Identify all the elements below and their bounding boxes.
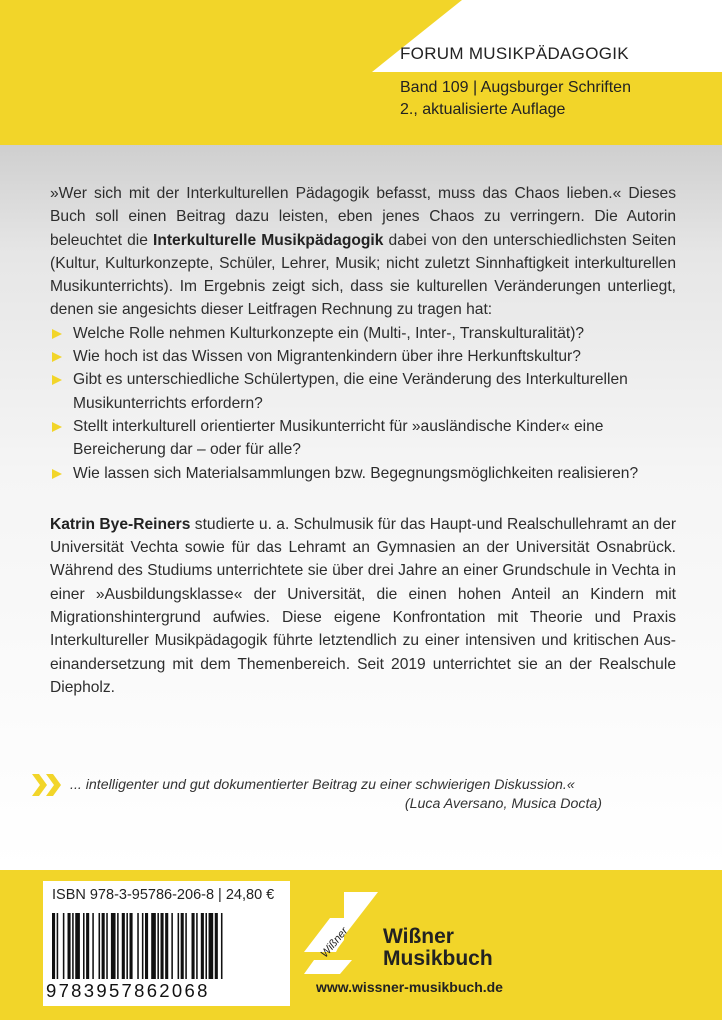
question-text: Gibt es unterschiedliche Schülertypen, die eine Veränderung des Interkulturellen Musikunterrichts erfordern? — [73, 371, 628, 412]
list-item — [50, 368, 676, 415]
author-name: Katrin Bye-Reiners — [50, 515, 191, 533]
quote-text: ... intelligenter und gut dokumentierter Beitrag zu einer schwierigen Diskussion.« — [70, 777, 575, 793]
triangle-bullet-icon — [52, 469, 62, 479]
triangle-bullet-icon — [52, 422, 62, 432]
question-list — [50, 322, 676, 485]
publisher-name — [383, 926, 493, 970]
double-chevron-icon — [32, 774, 64, 796]
list-item — [50, 462, 676, 485]
author-bio — [50, 513, 676, 699]
isbn-price: ISBN 978-3-95786-206-8 | 24,80 € — [52, 887, 275, 903]
bio-text: studierte u. a. Schulmusik für das Haupt-und Realschullehramt an der Universität Vechta sowie für das Lehramt an Gymnasien an der Universität Osnabrück. Während des Studiums unterrichtete sie über drei Jahre an einer Grundschule in Vechta in einer »Ausbildungsklasse« der Universität, die einen hohen Anteil an Kindern mit Migrationshintergrund aufwies. Diese eigene Konfrontation mit Theorie und Praxis Interkultureller Musikpädagogik führte letztendlich zu einer intensiven und kritischen Auseinandersetzung mit dem Themenbereich. Seit 2019 unterrichtet sie an der Realschule Diepholz. — [50, 515, 677, 696]
list-item — [50, 322, 676, 345]
band-info: Band 109 | Augsburger Schriften — [400, 79, 631, 96]
barcode-bar — [52, 913, 55, 979]
triangle-bullet-icon — [52, 329, 62, 339]
barcode-bar — [221, 913, 223, 979]
barcode-bar — [165, 913, 168, 979]
intro-paragraph — [50, 182, 676, 322]
barcode-bar — [106, 913, 108, 979]
triangle-bullet-icon — [52, 375, 62, 385]
barcode-digits: 9783957862068 — [46, 980, 210, 1001]
publisher-line-2: Musikbuch — [383, 947, 493, 970]
edition-info: 2., aktualisierte Auflage — [400, 101, 566, 118]
barcode-bar — [83, 913, 85, 979]
barcode-bar — [185, 913, 187, 979]
barcode-bar — [205, 913, 207, 979]
barcode-bar — [181, 913, 184, 979]
barcode-bar — [63, 913, 65, 979]
quote-source: (Luca Aversano, Musica Docta) — [404, 796, 602, 812]
barcode-bar — [142, 913, 144, 979]
barcode-bar — [126, 913, 128, 979]
barcode-bar — [196, 913, 198, 979]
barcode-bar — [75, 913, 80, 979]
barcode-bar — [130, 913, 133, 979]
barcode-bar — [178, 913, 180, 979]
barcode-bar — [57, 913, 59, 979]
barcode-bar — [157, 913, 159, 979]
barcode-bar — [92, 913, 94, 979]
barcode-bar — [72, 913, 74, 979]
barcode-bar — [161, 913, 164, 979]
barcode-bar — [145, 913, 148, 979]
question-text: Welche Rolle nehmen Kulturkonzepte ein (Multi-, Inter-, Transkulturalität)? — [73, 324, 585, 342]
barcode-bar — [86, 913, 89, 979]
isbn-box — [43, 881, 290, 1006]
triangle-bullet-icon — [52, 352, 62, 362]
barcode-bar — [192, 913, 195, 979]
barcode-bar — [137, 913, 139, 979]
intro-text-2: dabei von den unterschiedlichsten Seiten (Kultur, Kulturkonzepte, Schüler, Lehrer, Musik; nicht zuletzt Sinnhaftigkeit interkulturellen Musikunterrichts). Im Ergebnis zeigt sich, dass sie kulturellen Veränderungen unterliegt, denen sie angesichts dieser Leitfragen Rechnung zu tragen hat: — [50, 231, 676, 319]
intro-text-1: »Wer sich mit der Interkulturellen Pädagogik befasst, muss das Chaos lieben.« Dieses Buch soll einen Beitrag dazu leisten, eben jenes Chaos zu verringern. Die Autorin beleuchtet die — [50, 185, 676, 249]
list-item — [50, 415, 676, 462]
series-title: FORUM MUSIKPÄDAGOGIK — [400, 44, 629, 63]
barcode-bar — [201, 913, 204, 979]
barcode-bar — [122, 913, 125, 979]
blurb — [50, 182, 676, 699]
intro-bold-term: Interkulturelle Musikpädagogik — [153, 231, 384, 249]
logo-text: Wißner — [318, 925, 351, 961]
publisher-line-1: Wißner — [383, 925, 454, 948]
question-text: Wie lassen sich Materialsammlungen bzw. Begegnungsmöglichkeiten realisieren? — [73, 464, 639, 482]
wissner-logo-icon — [300, 890, 380, 978]
barcode-bar — [151, 913, 156, 979]
barcode-bar — [209, 913, 214, 979]
barcode-icon — [52, 913, 282, 979]
barcode-bar — [117, 913, 119, 979]
barcode-bar — [171, 913, 173, 979]
list-item — [50, 345, 676, 368]
barcode-bar — [102, 913, 105, 979]
question-text: Stellt interkulturell orientierter Musikunterricht für »ausländische Kinder« eine Bereicherung dar – oder für alle? — [73, 417, 604, 459]
barcode-bar — [99, 913, 101, 979]
barcode-bar — [111, 913, 116, 979]
series-info — [400, 44, 710, 121]
barcode-bar — [215, 913, 218, 979]
barcode-bar — [68, 913, 71, 979]
publisher-website: www.wissner-musikbuch.de — [316, 979, 503, 995]
question-text: Wie hoch ist das Wissen von Migrantenkindern über ihre Herkunftskultur? — [73, 348, 581, 366]
